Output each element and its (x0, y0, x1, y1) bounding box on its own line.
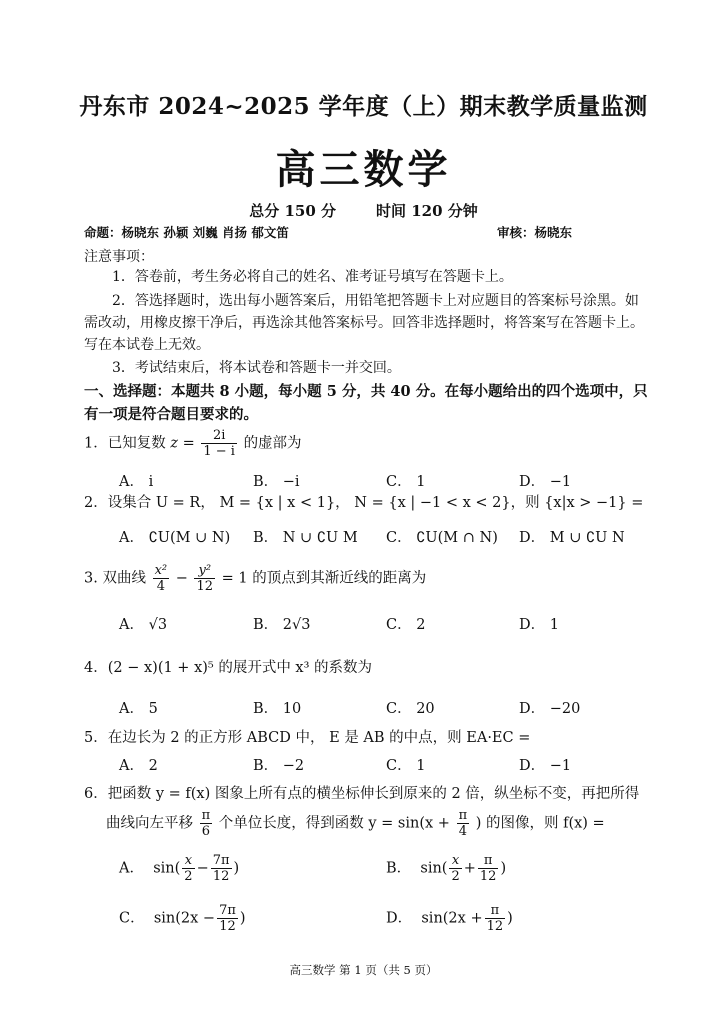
q6-b-op: + (463, 860, 476, 877)
q6-c-label: C． (119, 910, 145, 927)
q3-option-a: A． √3 (119, 617, 168, 633)
q6-d-f-num: π (485, 903, 506, 919)
question-4 (84, 656, 372, 677)
note-item-1 (84, 266, 648, 288)
question-5 (84, 726, 530, 747)
q3-number: 3. (84, 570, 98, 587)
q6-line2-mid: 个单位长度，得到函数 y = sin(x + (218, 815, 450, 832)
q6-b-frac-1 (449, 853, 461, 884)
q2-text: 设集合 U = R， M = {x | x < 1}， N = {x | −1 < x < 2}，则 {x|x > −1} = (107, 495, 644, 511)
notes-heading: 注意事项： (84, 249, 154, 265)
q5-option-d: D． −1 (519, 758, 572, 774)
q6-b-pre: sin( (420, 860, 448, 877)
q6-b-f1-num: x (449, 853, 461, 869)
q6-a-pre: sin( (153, 860, 181, 877)
q6-shift-den: 6 (201, 824, 211, 839)
q6-c-post: ) (239, 910, 246, 927)
q4-option-d: D． −20 (519, 701, 581, 717)
q1-frac-num: 2i (201, 428, 237, 444)
q3-option-d: D． 1 (519, 617, 559, 633)
authors-line: 命题：杨晓东 孙颖 刘巍 肖扬 郁文笛 (84, 225, 289, 240)
q6-b-frac-2 (478, 853, 499, 884)
q6-line2-pre: 曲线向左平移 (106, 815, 193, 832)
q6-g-den: 4 (458, 824, 467, 839)
q3-fraction-1 (153, 563, 170, 594)
note-item-2 (84, 290, 648, 356)
q6-a-f1-num: x (182, 853, 194, 869)
question-6-line-1 (84, 782, 639, 803)
q1-option-b: B． −i (253, 474, 300, 490)
question-6-line-2 (106, 808, 605, 839)
q1-option-c: C． 1 (386, 474, 426, 490)
q6-d-pre: sin(2x + (421, 910, 483, 927)
q1-lhs: z = (170, 435, 195, 452)
section-1-heading: 一、选择题：本题共 8 小题，每小题 5 分，共 40 分。在每小题给出的四个选项中，只有一项是符合题目要求的。 (84, 383, 648, 423)
q6-option-b (386, 853, 506, 884)
q5-option-a: A． 2 (119, 758, 158, 774)
q6-a-frac-2 (211, 853, 232, 884)
q6-a-frac-1 (182, 853, 194, 884)
note-item-2-text: 2．答选择题时，选出每小题答案后，用铅笔把答题卡上对应题目的答案标号涂黑。如需改动，用橡皮擦干净后，再选涂其他答案标号。回答非选择题时，将答案写在答题卡上。写在本试卷上无效。 (84, 293, 644, 353)
q1-fraction (201, 428, 237, 459)
q1-text-pre: 已知复数 (107, 435, 166, 452)
q2-number: 2． (84, 495, 108, 511)
q6-number: 6． (84, 786, 108, 802)
question-3 (84, 563, 426, 594)
q6-a-f2-num: 7π (212, 853, 230, 868)
q4-option-c: C． 20 (386, 701, 435, 717)
q6-shift-num: π (201, 808, 211, 823)
q6-a-f2-den: 12 (212, 869, 230, 884)
q1-number: 1． (84, 435, 108, 452)
exam-title: 丹东市 2024~2025 学年度（上）期末教学质量监测 (79, 93, 648, 120)
q2-option-d: D． M ∪ ∁U N (519, 530, 625, 546)
q3-frac2-num: y² (194, 563, 215, 579)
reviewer-line: 审核：杨晓东 (497, 225, 573, 240)
q4-text: (2 − x)(1 + x)⁵ 的展开式中 x³ 的系数为 (107, 660, 373, 676)
q4-option-b: B． 10 (253, 701, 302, 717)
q6-shift-fraction (200, 808, 213, 839)
question-2 (84, 491, 643, 512)
q2-option-c: C． ∁U(M ∩ N) (386, 530, 498, 546)
q6-line2-post: ) 的图像，则 f(x) = (475, 815, 605, 832)
q6-c-f-den: 12 (219, 919, 236, 934)
q6-option-a (119, 853, 239, 884)
q3-option-b: B． 2√3 (253, 617, 311, 633)
q5-option-b: B． −2 (253, 758, 305, 774)
q6-option-c (119, 903, 246, 934)
q4-number: 4． (84, 660, 108, 676)
q5-number: 5． (84, 730, 108, 746)
q6-c-pre: sin(2x − (153, 910, 216, 927)
q6-a-op: − (196, 860, 209, 877)
q3-frac1-num: x² (154, 563, 168, 578)
q5-option-c: C． 1 (386, 758, 426, 774)
q3-frac1-den: 4 (156, 579, 165, 594)
q3-text-pre: 双曲线 (102, 570, 146, 587)
q3-fraction-2 (194, 563, 215, 594)
q6-b-label: B． (386, 860, 412, 877)
exam-meta (0, 200, 727, 221)
q6-b-f2-num: π (478, 853, 499, 869)
q6-c-frac (217, 903, 238, 934)
q6-g-num: π (458, 808, 468, 823)
q6-b-f2-den: 12 (479, 869, 497, 884)
note-item-3-text: 3．考试结束后，将本试卷和答题卡一并交回。 (112, 360, 401, 376)
q6-a-post: ) (233, 860, 240, 877)
q1-option-d: D． −1 (519, 474, 572, 490)
q6-option-d (386, 903, 513, 934)
q6-a-f1-den: 2 (184, 869, 193, 884)
q3-minus: − (175, 570, 188, 587)
q1-text-post: 的虚部为 (243, 435, 302, 452)
q2-option-b: B． N ∪ ∁U M (253, 530, 358, 546)
q2-option-a: A． ∁U(M ∪ N) (119, 530, 231, 546)
exam-time: 时间 120 分钟 (376, 202, 478, 220)
q6-g-fraction (457, 808, 470, 839)
q3-frac2-den: 12 (196, 579, 214, 594)
q1-option-a: A． i (119, 474, 154, 490)
q3-option-c: C． 2 (386, 617, 426, 633)
q6-d-post: ) (507, 910, 513, 927)
note-item-3 (84, 357, 648, 379)
note-item-1-text: 1．答卷前，考生务必将自己的姓名、准考证号填写在答题卡上。 (112, 269, 513, 285)
q1-frac-den: 1 − i (203, 444, 235, 459)
q6-c-f-num: 7π (219, 903, 236, 918)
q6-d-frac (485, 903, 506, 934)
subject-title: 高三数学 (275, 147, 452, 193)
q6-b-f1-den: 2 (451, 869, 460, 884)
q6-b-post: ) (500, 860, 507, 877)
q5-text: 在边长为 2 的正方形 ABCD 中， E 是 AB 的中点，则 EA·EC = (107, 730, 531, 746)
q6-d-label: D． (386, 910, 413, 927)
q6-line1-text: 把函数 y = f(x) 图象上所有点的横坐标伸长到原来的 2 倍，纵坐标不变，再把所得 (107, 786, 640, 802)
page-footer: 高三数学 第 1 页（共 5 页） (289, 963, 438, 977)
total-score: 总分 150 分 (249, 202, 336, 220)
q6-d-f-den: 12 (486, 919, 504, 934)
q4-option-a: A． 5 (119, 701, 158, 717)
question-1 (84, 428, 302, 459)
q6-a-label: A． (119, 860, 144, 877)
q3-text-post: = 1 的顶点到其渐近线的距离为 (221, 570, 427, 587)
